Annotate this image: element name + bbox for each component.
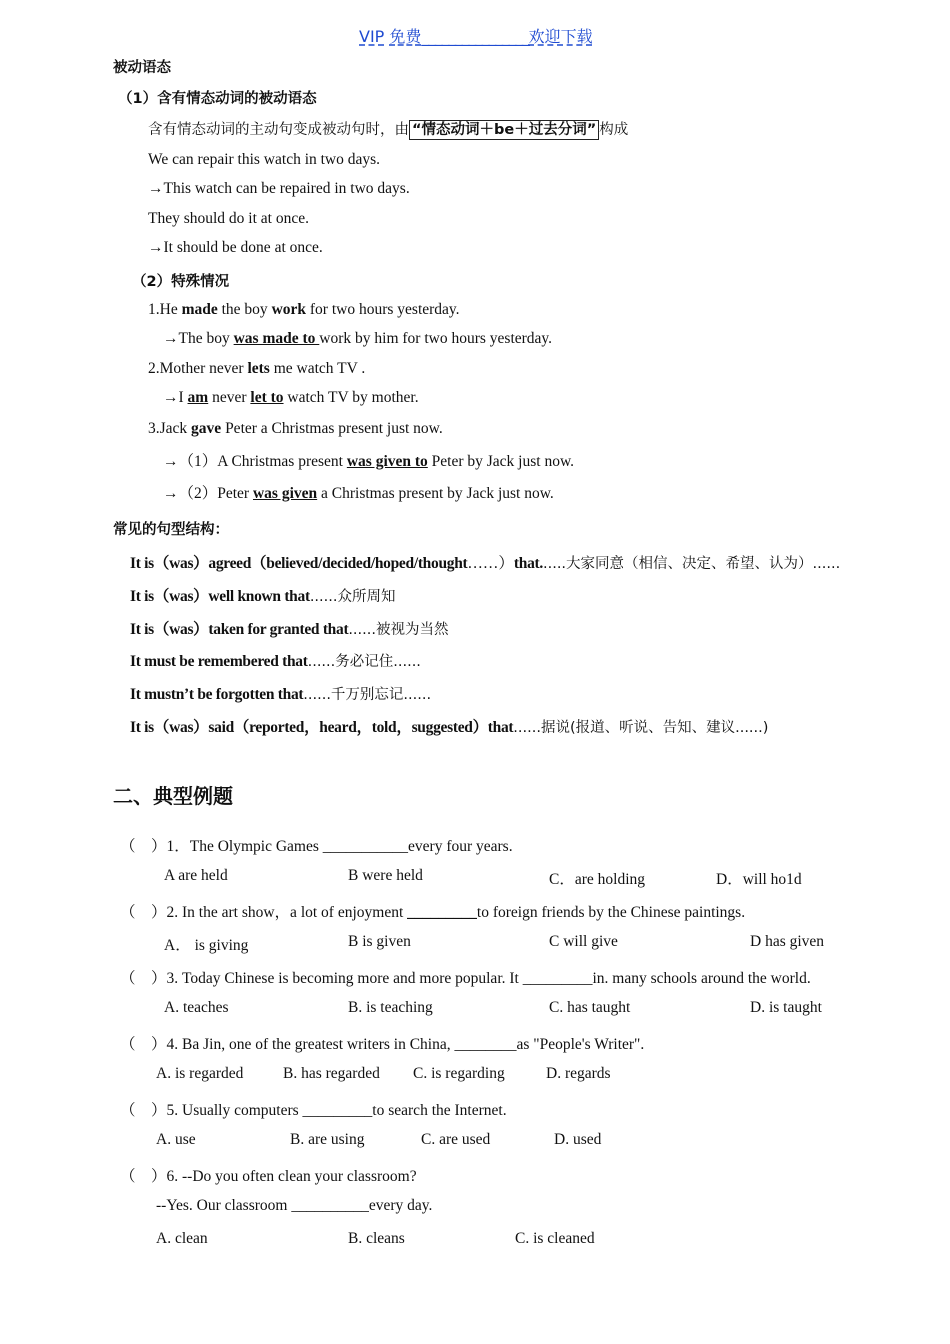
question-1: （ ）1．The Olympic Games ___________every four years. [120,838,513,855]
q3-option-c: C. has taught [549,999,631,1016]
q5-option-c: C. are used [421,1131,491,1148]
q2-option-c: C will give [549,933,618,950]
q3-option-d: D. is taught [750,999,822,1016]
question-3: （ ）3. Today Chinese is becoming more and more popular. It _________in. many schools around the world. [120,970,811,987]
special-example-1-passive: →The boy was made to work by him for two hours yesterday. [163,330,553,347]
answer-paren[interactable]: （ ） [120,1102,167,1119]
q6-option-a: A. clean [156,1230,208,1247]
answer-paren[interactable]: （ ） [120,838,167,855]
rule-formula-box: “情态动词＋be＋过去分词” [409,120,599,140]
q4-option-b: B. has regarded [283,1065,380,1082]
structure-row-5: It mustn’t be forgotten that......千万别忘记...... [130,686,432,703]
q3-option-b: B. is teaching [348,999,433,1016]
question-6-reply: --Yes. Our classroom __________every day. [156,1197,433,1214]
structure-row-1: It is（was）agreed（believed/decided/hoped/thought……）that......大家同意（相信、决定、希望、认为）...... [130,555,841,572]
subsection-title-modal: （1）含有情态动词的被动语态 [118,91,317,107]
special-example-3-passive-1: →（1）A Christmas present was given to Peter by Jack just now. [163,453,575,470]
answer-paren[interactable]: （ ） [120,1168,167,1185]
example-passive-1: →This watch can be repaired in two days. [148,180,410,197]
rule-text-post: 构成 [599,122,629,138]
answer-paren[interactable]: （ ） [120,904,167,921]
subsection-title-special: （2）特殊情况 [132,274,230,290]
rule-description [148,118,628,139]
question-5: （ ）5. Usually computers _________to search the Internet. [120,1102,507,1119]
structure-row-4: It must be remembered that......务必记住...... [130,653,421,670]
q4-option-a: A. is regarded [156,1065,244,1082]
q1-option-a: A are held [164,867,228,884]
header-banner[interactable] [359,24,593,47]
q5-option-d: D. used [554,1131,602,1148]
question-6: （ ）6. --Do you often clean your classroom? [120,1168,417,1185]
structure-row-6: It is（was）said（reported，heard，told，suggested）that......据说(报道、听说、告知、建议......) [130,719,769,736]
q5-option-a: A. use [156,1131,196,1148]
header-download[interactable]: 欢迎下载 [528,27,593,46]
structure-row-3: It is（was）taken for granted that......被视为当然 [130,621,449,638]
question-2: （ ）2. In the art show，a lot of enjoyment _________to foreign friends by the Chinese paintings. [120,904,746,921]
example-passive-2: →It should be done at once. [148,239,323,256]
header-blank: ________________ [421,27,529,46]
q4-option-c: C. is regarding [413,1065,505,1082]
section-title-passive: 被动语态 [113,60,171,76]
special-example-1: 1.He made the boy work for two hours yesterday. [148,301,460,318]
q2-option-b: B is given [348,933,411,950]
rule-text-pre: 含有情态动词的主动句变成被动句时，由 [148,122,409,138]
q2-option-d: D has given [750,933,825,950]
section2-title: 二、典型例题 [113,784,233,808]
q6-option-b: B. cleans [348,1230,405,1247]
structure-row-2: It is（was）well known that......众所周知 [130,588,396,605]
question-4: （ ）4. Ba Jin, one of the greatest writers in China, ________as "People's Writer". [120,1036,645,1053]
special-example-3-passive-2: →（2）Peter was given a Christmas present by Jack just now. [163,485,554,502]
q6-option-c: C. is cleaned [515,1230,595,1247]
q1-option-b: B were held [348,867,423,884]
header-vip[interactable]: VIP [359,27,385,46]
header-free[interactable]: 免费 [389,27,422,46]
q1-option-c: C．are holding [549,871,645,888]
example-active-2: They should do it at once. [148,210,309,227]
q2-option-a: A． is giving [164,937,249,954]
answer-paren[interactable]: （ ） [120,970,167,987]
special-example-3: 3.Jack gave Peter a Christmas present just now. [148,420,443,437]
special-example-2-passive: →I am never let to watch TV by mother. [163,389,419,406]
structures-title: 常见的句型结构： [113,522,229,538]
special-example-2: 2.Mother never lets me watch TV . [148,360,366,377]
q4-option-d: D. regards [546,1065,611,1082]
answer-paren[interactable]: （ ） [120,1036,167,1053]
q1-option-d: D．will ho1d [716,871,802,888]
q5-option-b: B. are using [290,1131,365,1148]
example-active-1: We can repair this watch in two days. [148,151,381,168]
q3-option-a: A. teaches [164,999,229,1016]
